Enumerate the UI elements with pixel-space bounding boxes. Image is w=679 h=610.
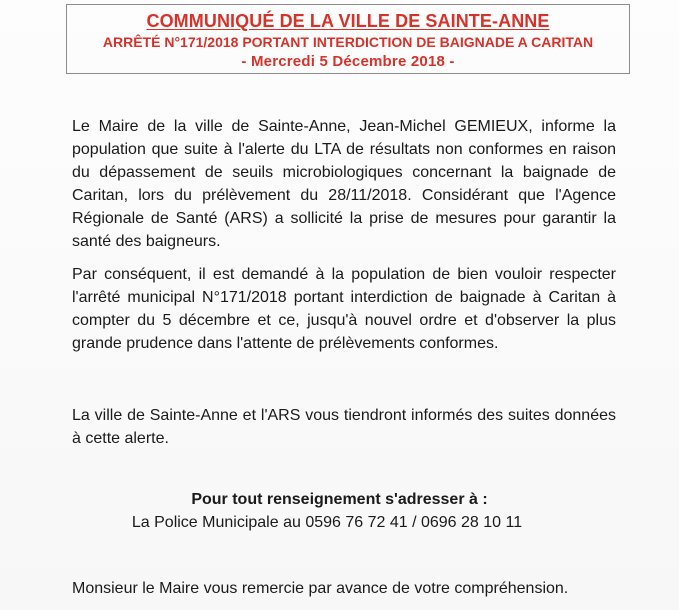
closing-sentence: Monsieur le Maire vous remercie par avance de votre compréhension. <box>72 580 569 597</box>
contact-heading: Pour tout renseignement s'adresser à : <box>191 491 488 508</box>
contact-phone-line: La Police Municipale au 0596 76 72 41 / 0696 28 10 11 <box>131 514 523 531</box>
paragraph-consequence: Par conséquent, il est demandé à la population de bien vouloir respecter l'arrêté municipal N°171/2018 portant interdiction de baignade à Caritan à compter du 5 décembre et ce, jusqu'à nouvel ordre et d'observer la plus grande prudence dans l'attente de prélèvements conformes. <box>72 266 616 352</box>
decree-subtitle: ARRÊTÉ N°171/2018 PORTANT INTERDICTION DE BAIGNADE A CARITAN <box>102 34 594 50</box>
communique-title: COMMUNIQUÉ DE LA VILLE DE SAINTE-ANNE <box>146 11 550 31</box>
paragraph-follow-up: La ville de Sainte-Anne et l'ARS vous tiendront informés des suites données à cette alerte. <box>72 407 616 447</box>
communique-date: - Mercredi 5 Décembre 2018 - <box>241 53 455 70</box>
paragraph-information: Le Maire de la ville de Sainte-Anne, Jean-Michel GEMIEUX, informe la population que suite à l'alerte du LTA de résultats non conformes en raison du dépassement de seuils microbiologiques concernant la baignade de Caritan, lors du prélèvement du 28/11/2018. Considérant que l'Agence Régionale de Santé (ARS) a sollicité la prise de mesures pour garantir la santé des baigneurs. <box>72 118 616 250</box>
communique-header-box <box>66 4 630 74</box>
